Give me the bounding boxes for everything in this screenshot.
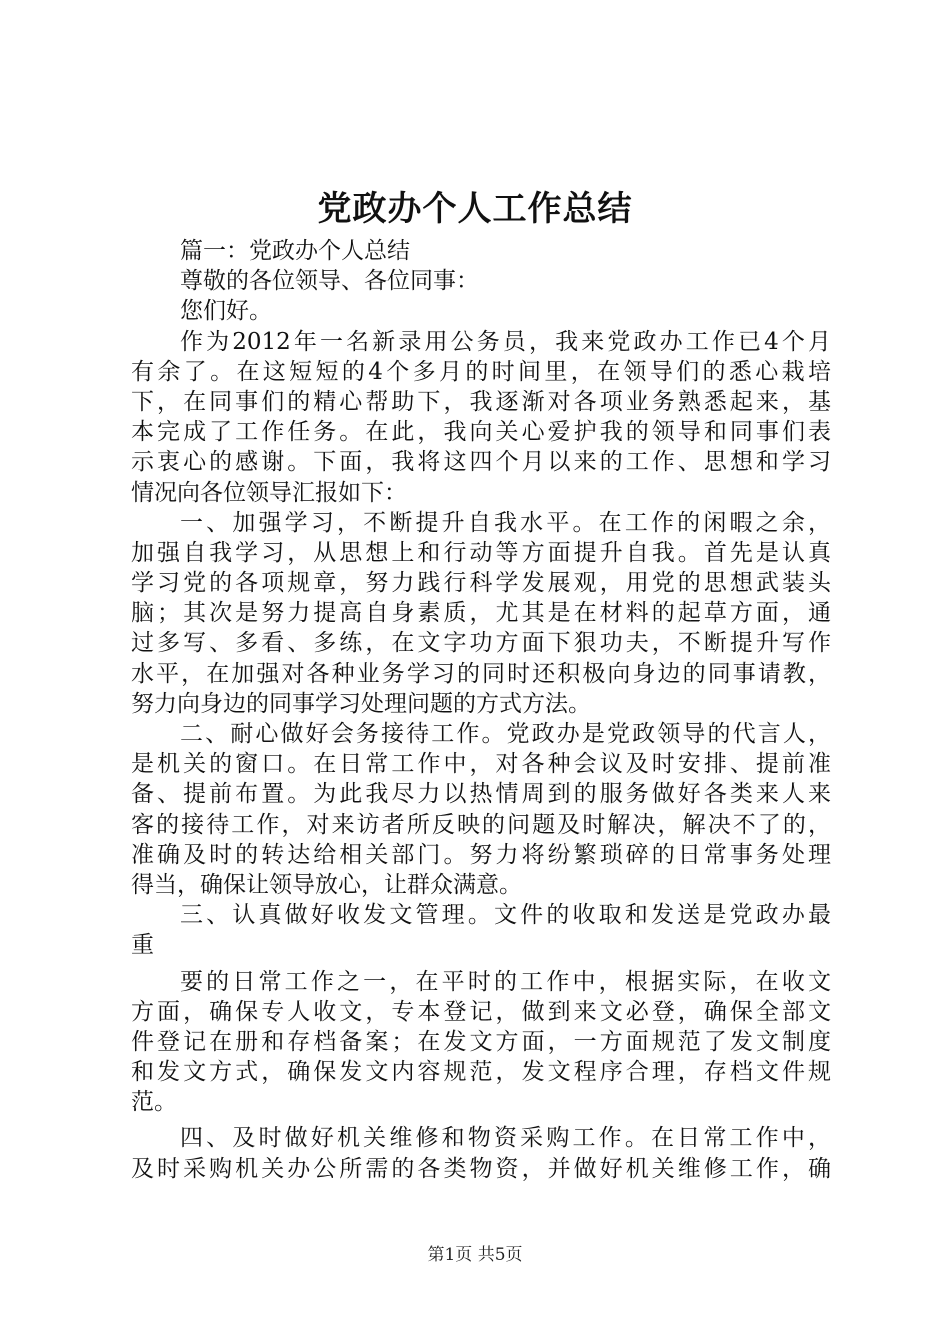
- text-line: 有余了。在这短短的4个多月的时间里，在领导们的悉心栽培: [131, 358, 831, 385]
- text-line: 尊敬的各位领导、各位同事：: [180, 268, 479, 295]
- text-line: 二、耐心做好会务接待工作。党政办是党政领导的代言人，: [180, 721, 831, 747]
- text-line: 脑；其次是努力提高自身素质，尤其是在材料的起草方面，通: [131, 600, 831, 627]
- text-line: 是机关的窗口。在日常工作中，对各种会议及时安排、提前准: [131, 751, 831, 778]
- text-line: 水平，在加强对各种业务学习的同时还积极向身边的同事请教，: [131, 660, 831, 687]
- text-line: 客的接待工作，对来访者所反映的问题及时解决，解决不了的，: [131, 811, 831, 838]
- text-line: 要的日常工作之一，在平时的工作中，根据实际，在收文: [180, 968, 831, 995]
- text-line: 学习党的各项规章，努力践行科学发展观，用党的思想武装头: [131, 570, 831, 597]
- text-line: 您们好。: [180, 298, 272, 325]
- text-line: 及时采购机关办公所需的各类物资，并做好机关维修工作，确: [131, 1155, 831, 1182]
- text-line: 示衷心的感谢。下面，我将这四个月以来的工作、思想和学习: [131, 449, 831, 476]
- text-line: 三、认真做好收发文管理。文件的收取和发送是党政办最: [180, 902, 831, 929]
- text-line: 过多写、多看、多练，在文字功方面下狠功夫，不断提升写作: [131, 630, 831, 657]
- text-line: 本完成了工作任务。在此，我向关心爱护我的领导和同事们表: [131, 419, 831, 446]
- text-line: 努力向身边的同事学习处理问题的方式方法。: [131, 690, 591, 717]
- text-line: 方面，确保专人收文，专本登记，做到来文必登，确保全部文: [131, 998, 831, 1025]
- page-number-footer: 第1页 共5页: [427, 1245, 523, 1265]
- text-line: 重: [131, 932, 154, 959]
- text-line: 篇一：党政办个人总结: [180, 238, 410, 264]
- text-line: 得当，确保让领导放心，让群众满意。: [131, 871, 522, 898]
- text-line: 四、及时做好机关维修和物资采购工作。在日常工作中，: [180, 1125, 831, 1152]
- text-line: 备、提前布置。为此我尽力以热情周到的服务做好各类来人来: [131, 781, 831, 808]
- text-line: 和发文方式，确保发文内容规范，发文程序合理，存档文件规: [131, 1059, 831, 1086]
- text-line: 加强自我学习，从思想上和行动等方面提升自我。首先是认真: [131, 539, 831, 566]
- text-line: 下，在同事们的精心帮助下，我逐渐对各项业务熟悉起来，基: [131, 388, 831, 415]
- text-line: 作为2012年一名新录用公务员，我来党政办工作已4个月: [180, 328, 831, 355]
- text-line: 范。: [131, 1089, 177, 1116]
- document-body: [131, 236, 831, 1184]
- text-line: 情况向各位领导汇报如下：: [131, 479, 407, 506]
- text-line: 一、加强学习，不断提升自我水平。在工作的闲暇之余，: [180, 509, 831, 536]
- document-title: 党政办个人工作总结: [317, 189, 633, 229]
- text-line: 件登记在册和存档备案；在发文方面，一方面规范了发文制度: [131, 1028, 831, 1055]
- text-line: 准确及时的转达给相关部门。努力将纷繁琐碎的日常事务处理: [131, 841, 831, 868]
